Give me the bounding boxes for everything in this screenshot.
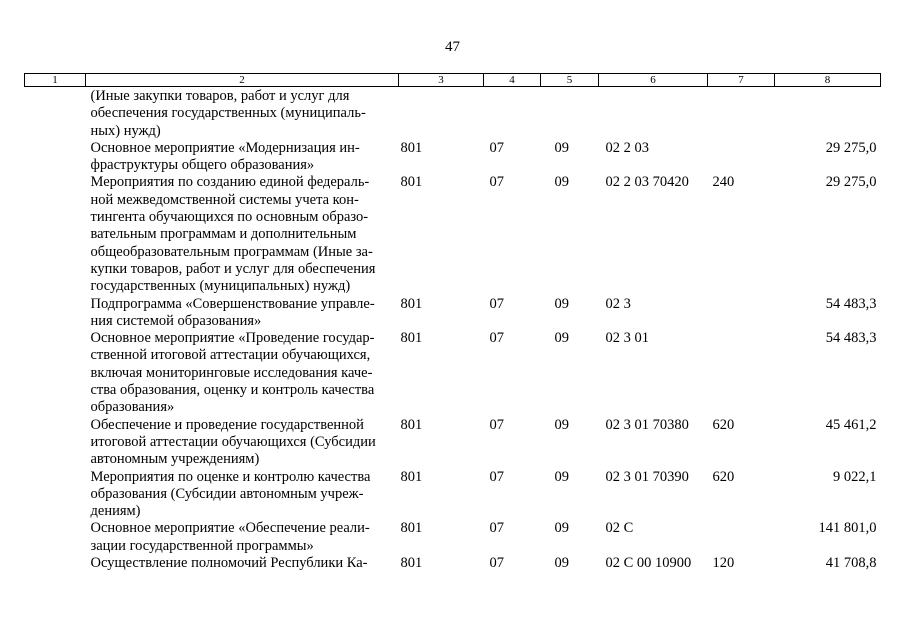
subsection-code (541, 87, 599, 140)
item-name: Обеспечение и проведение государственной итоговой аттестации обучающихся (Субсидии автономным учреждениям) (90, 416, 376, 468)
amount: 54 483,3 (825, 295, 877, 312)
target-article-code: 02 3 01 (605, 330, 649, 347)
column-number-2: 2 (86, 74, 399, 87)
subsection-code: 09 (554, 520, 569, 537)
table-row (25, 296, 881, 331)
column-number-8: 8 (775, 74, 881, 87)
expense-type-code (708, 140, 775, 175)
target-article-code (599, 87, 708, 140)
section-code: 07 (489, 520, 504, 537)
expense-type-code: 620 (712, 468, 735, 485)
item-name: Основное мероприятие «Проведение государ-ственной итоговой аттестации обучающихся, включая мониторинговые исследования каче-ства образования, оценку и контроль качества образования» (90, 330, 375, 416)
admin-code: 801 (400, 520, 423, 537)
section-code: 07 (489, 139, 504, 156)
subsection-code: 09 (554, 139, 569, 156)
subsection-code: 09 (554, 174, 569, 191)
column-number-7: 7 (708, 74, 775, 87)
target-article-code: 02 2 03 70420 (605, 174, 689, 191)
page-number: 47 (445, 39, 460, 55)
row-number-cell (25, 520, 86, 555)
admin-code: 801 (400, 295, 423, 312)
expense-type-code (708, 87, 775, 140)
subsection-code: 09 (554, 468, 569, 485)
table-row (25, 417, 881, 469)
target-article-code: 02 С 00 10900 (605, 555, 692, 572)
amount: 54 483,3 (825, 330, 877, 347)
row-number-cell (25, 140, 86, 175)
item-name: Мероприятия по созданию единой федераль-ной межведомственной системы учета кон-тингента обучающихся по основным образо-вательным программам и дополнительным общеобразовательным программам (Иные за-купки товаров, работ и услуг для обеспечения государственных (муниципальных) нужд) (90, 174, 376, 295)
section-code: 07 (489, 468, 504, 485)
table-row (25, 87, 881, 140)
amount: 29 275,0 (825, 174, 877, 191)
column-number-row (25, 74, 881, 87)
target-article-code: 02 3 (605, 295, 631, 312)
section-code: 07 (489, 555, 504, 572)
row-number-cell (25, 469, 86, 521)
target-article-code: 02 3 01 70390 (605, 468, 689, 485)
item-name: Основное мероприятие «Обеспечение реали-зации государственной программы» (90, 520, 370, 554)
table-row (25, 520, 881, 555)
admin-code: 801 (400, 416, 423, 433)
section-code: 07 (489, 330, 504, 347)
column-number-4: 4 (484, 74, 541, 87)
target-article-code: 02 3 01 70380 (605, 416, 689, 433)
admin-code: 801 (400, 468, 423, 485)
table-row (25, 174, 881, 295)
target-article-code: 02 2 03 (605, 139, 649, 156)
column-number-6: 6 (599, 74, 708, 87)
table-row (25, 140, 881, 175)
amount: 141 801,0 (818, 520, 877, 537)
row-number-cell (25, 296, 86, 331)
budget-table (24, 73, 881, 572)
section-code: 07 (489, 416, 504, 433)
item-name: Подпрограмма «Совершенствование управле-ния системой образования» (90, 295, 375, 329)
row-number-cell (25, 555, 86, 572)
table-row (25, 555, 881, 572)
target-article-code: 02 С (605, 520, 634, 537)
amount: 9 022,1 (833, 468, 877, 485)
row-number-cell (25, 417, 86, 469)
subsection-code: 09 (554, 330, 569, 347)
expense-type-code: 240 (712, 174, 735, 191)
item-name: Основное мероприятие «Модернизация ин-фраструктуры общего образования» (90, 139, 360, 174)
table-header (25, 74, 881, 87)
table-row (25, 330, 881, 416)
item-name: (Иные закупки товаров, работ и услуг для обеспечения государственных (муниципаль-ных) нужд) (90, 88, 366, 139)
table-body (25, 87, 881, 573)
amount: 29 275,0 (825, 139, 877, 156)
subsection-code: 09 (554, 555, 569, 572)
admin-code (399, 87, 484, 140)
section-code (484, 87, 541, 140)
admin-code: 801 (400, 330, 423, 347)
subsection-code: 09 (554, 416, 569, 433)
table-row (25, 469, 881, 521)
column-number-5: 5 (541, 74, 599, 87)
admin-code: 801 (400, 555, 423, 572)
row-number-cell (25, 87, 86, 140)
section-code: 07 (489, 174, 504, 191)
expense-type-code (708, 330, 775, 416)
expense-type-code (708, 296, 775, 331)
item-name: Осуществление полномочий Республики Ка- (90, 555, 368, 572)
admin-code: 801 (400, 139, 423, 156)
column-number-1: 1 (25, 74, 86, 87)
row-number-cell (25, 174, 86, 295)
subsection-code: 09 (554, 295, 569, 312)
row-number-cell (25, 330, 86, 416)
item-name: Мероприятия по оценке и контролю качества образования (Субсидии автономным учреж-дениям) (90, 468, 371, 520)
section-code: 07 (489, 295, 504, 312)
expense-type-code: 620 (712, 416, 735, 433)
admin-code: 801 (400, 174, 423, 191)
expense-type-code (708, 520, 775, 555)
amount (775, 87, 881, 140)
expense-type-code: 120 (712, 555, 735, 572)
amount: 41 708,8 (825, 555, 877, 572)
column-number-3: 3 (399, 74, 484, 87)
amount: 45 461,2 (825, 416, 877, 433)
